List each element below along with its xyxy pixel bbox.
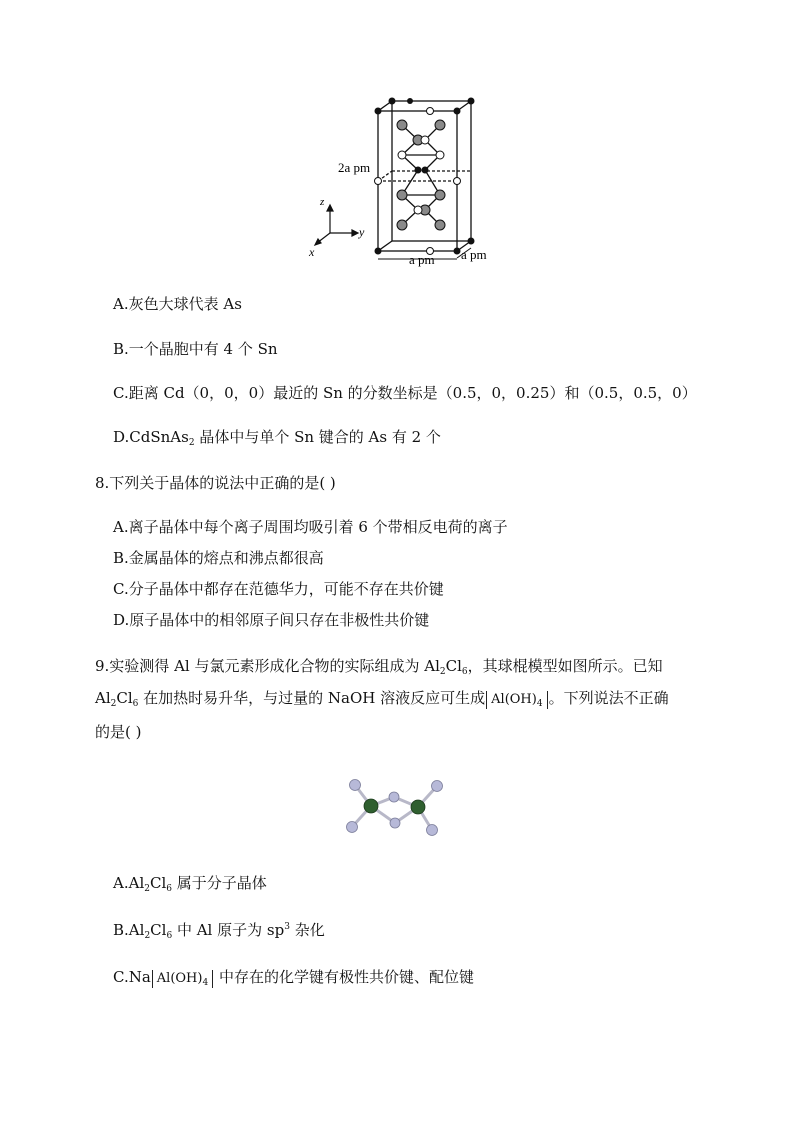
q9-option-c: C.Na $Al(OH)_4$ 中存在的化学键有极性共价键、配位键: [113, 968, 474, 988]
width-a-label: a pm: [409, 252, 435, 267]
bracket-complex-ion-c: $Al(OH)_4$: [152, 970, 213, 988]
q8-option-c: C.分子晶体中都存在范德华力，可能不存在共价键: [113, 580, 444, 598]
height-2a-label: 2a pm: [338, 160, 371, 175]
bracket-complex-ion: $Al(OH)_4$: [486, 691, 547, 709]
q7-option-d: D.CdSnAs$_2$ 晶体中与单个 Sn 键合的 As 有 2 个: [113, 428, 441, 448]
q7-option-a: A.灰色大球代表 As: [113, 295, 242, 313]
q8-option-d: D.原子晶体中的相邻原子间只存在非极性共价键: [113, 611, 430, 629]
q8-option-a: A.离子晶体中每个离子周围均吸引着 6 个带相反电荷的离子: [113, 518, 508, 536]
q9-stem-line1: 9.实验测得 Al 与氯元素形成化合物的实际组成为 $Al_2Cl_6$，其球棍模型如图所示。已知: [95, 657, 663, 677]
q9-option-a: $A.Al_2Cl_6$ 属于分子晶体: [113, 874, 267, 894]
q9-stem-line2: $Al_2Cl_6$ 在加热时易升华，与过量的 NaOH 溶液反应可生成 $Al(OH)_4$ 。下列说法不正确: [95, 689, 669, 709]
q7-option-b: B.一个晶胞中有 4 个 Sn: [113, 340, 278, 358]
depth-a-label: a pm: [461, 247, 487, 262]
axis-y-label: y: [359, 225, 365, 239]
q8-option-b: B.金属晶体的熔点和沸点都很高: [113, 549, 324, 567]
axis-x-label: x: [309, 245, 315, 259]
q9-stem-line3: 的是( ): [95, 723, 142, 741]
q8-stem: 8.下列关于晶体的说法中正确的是( ): [95, 474, 336, 492]
axis-z-label: z: [320, 196, 325, 208]
q7-option-c: C.距离 Cd（0，0，0）最近的 Sn 的分数坐标是（0.5，0，0.25）和（0.5，0.5，0）: [113, 384, 697, 402]
q9-option-b: $B.Al_2Cl_6$ 中 Al 原子为 $sp^3$ 杂化: [113, 921, 325, 941]
